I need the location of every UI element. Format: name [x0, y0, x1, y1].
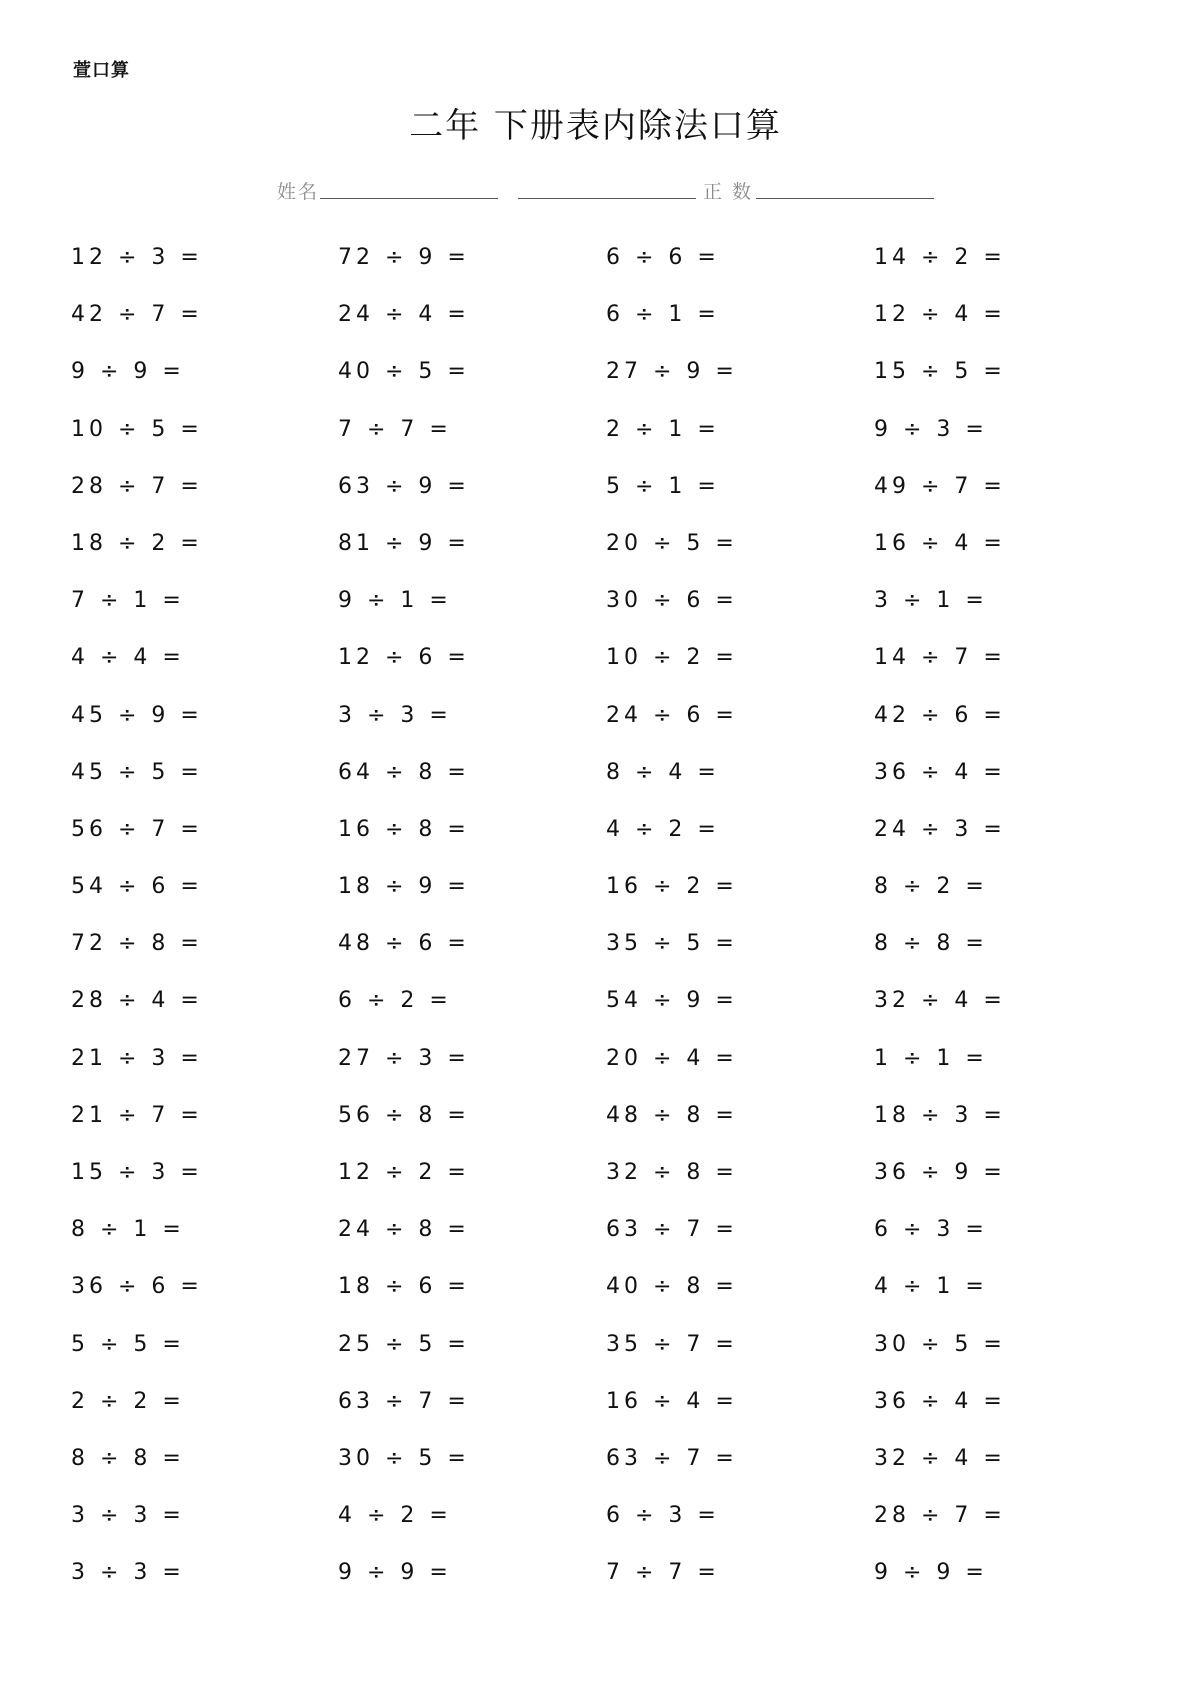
problem-item: 6 ÷ 1 =: [606, 302, 720, 328]
problem-item: 48 ÷ 6 =: [338, 931, 470, 957]
problem-item: 24 ÷ 6 =: [606, 702, 738, 728]
problem-column-4: [874, 243, 1124, 1616]
problem-item: 8 ÷ 8 =: [874, 931, 988, 957]
problem-item: 4 ÷ 1 =: [874, 1274, 988, 1300]
problem-item: 42 ÷ 7 =: [71, 302, 203, 328]
problem-item: 36 ÷ 9 =: [874, 1160, 1006, 1185]
score-label: 正 数: [703, 181, 754, 203]
problem-item: 63 ÷ 9 =: [338, 473, 470, 499]
problem-item: 28 ÷ 7 =: [874, 1503, 1006, 1529]
problem-item: 72 ÷ 9 =: [338, 245, 470, 270]
problem-item: 32 ÷ 4 =: [874, 988, 1006, 1014]
problem-item: 36 ÷ 4 =: [874, 1388, 1006, 1414]
page-title: 二年 下册表内除法口算: [409, 106, 782, 146]
name-line[interactable]: [320, 198, 498, 199]
problem-item: 9 ÷ 1 =: [338, 588, 452, 614]
name-label: 姓名: [277, 181, 320, 203]
problem-item: 8 ÷ 2 =: [874, 874, 988, 900]
problem-item: 21 ÷ 3 =: [71, 1045, 203, 1071]
problem-item: 28 ÷ 7 =: [71, 473, 203, 499]
problem-item: 25 ÷ 5 =: [338, 1331, 470, 1357]
problem-item: 2 ÷ 1 =: [606, 416, 720, 442]
problem-item: 5 ÷ 1 =: [606, 473, 720, 499]
problem-item: 30 ÷ 6 =: [606, 588, 738, 614]
problem-item: 10 ÷ 5 =: [71, 416, 203, 442]
problem-item: 9 ÷ 3 =: [874, 416, 988, 442]
problem-item: 24 ÷ 8 =: [338, 1217, 470, 1243]
problem-item: 15 ÷ 3 =: [71, 1160, 203, 1185]
problem-item: 30 ÷ 5 =: [338, 1445, 470, 1471]
problem-item: 30 ÷ 5 =: [874, 1331, 1006, 1357]
problem-item: 64 ÷ 8 =: [338, 759, 470, 785]
problem-item: 36 ÷ 4 =: [874, 759, 1006, 785]
problem-item: 3 ÷ 3 =: [71, 1503, 185, 1529]
problem-item: 8 ÷ 4 =: [606, 759, 720, 785]
problem-item: 54 ÷ 6 =: [71, 874, 203, 900]
problem-item: 7 ÷ 7 =: [338, 416, 452, 442]
problem-item: 16 ÷ 2 =: [606, 874, 738, 900]
problem-item: 28 ÷ 4 =: [71, 988, 203, 1014]
problem-item: 12 ÷ 2 =: [338, 1160, 470, 1185]
problem-item: 14 ÷ 2 =: [874, 245, 1006, 270]
problem-item: 2 ÷ 2 =: [71, 1388, 185, 1414]
problem-item: 12 ÷ 3 =: [71, 245, 203, 270]
problem-item: 6 ÷ 6 =: [606, 245, 720, 270]
problem-item: 81 ÷ 9 =: [338, 530, 470, 556]
header-note: 萱口算: [73, 60, 130, 81]
problem-item: 4 ÷ 2 =: [338, 1503, 452, 1529]
problem-item: 7 ÷ 7 =: [606, 1560, 720, 1586]
problem-item: 16 ÷ 4 =: [606, 1388, 738, 1414]
problem-item: 1 ÷ 1 =: [874, 1045, 988, 1071]
problem-item: 56 ÷ 7 =: [71, 816, 203, 842]
problem-item: 14 ÷ 7 =: [874, 645, 1006, 671]
problem-item: 45 ÷ 5 =: [71, 759, 203, 785]
problem-item: 40 ÷ 8 =: [606, 1274, 738, 1300]
problem-item: 10 ÷ 2 =: [606, 645, 738, 671]
problem-item: 49 ÷ 7 =: [874, 473, 1006, 499]
problem-item: 42 ÷ 6 =: [874, 702, 1006, 728]
problem-item: 27 ÷ 9 =: [606, 359, 738, 385]
problem-item: 27 ÷ 3 =: [338, 1045, 470, 1071]
problem-item: 45 ÷ 9 =: [71, 702, 203, 728]
problem-item: 8 ÷ 1 =: [71, 1217, 185, 1243]
problem-item: 63 ÷ 7 =: [606, 1217, 738, 1243]
problem-item: 7 ÷ 1 =: [71, 588, 185, 614]
problem-item: 18 ÷ 2 =: [71, 530, 203, 556]
problem-column-3: [606, 243, 856, 1616]
problem-item: 3 ÷ 3 =: [71, 1560, 185, 1586]
problem-item: 6 ÷ 3 =: [606, 1503, 720, 1529]
problem-item: 12 ÷ 6 =: [338, 645, 470, 671]
problem-item: 63 ÷ 7 =: [606, 1445, 738, 1471]
problem-item: 9 ÷ 9 =: [71, 359, 185, 385]
problem-column-2: [338, 243, 588, 1616]
problem-item: 16 ÷ 4 =: [874, 530, 1006, 556]
problem-item: 32 ÷ 4 =: [874, 1445, 1006, 1471]
problem-item: 24 ÷ 4 =: [338, 302, 470, 328]
problem-item: 8 ÷ 8 =: [71, 1445, 185, 1471]
problem-item: 9 ÷ 9 =: [874, 1560, 988, 1586]
problem-item: 24 ÷ 3 =: [874, 816, 1006, 842]
problem-item: 18 ÷ 3 =: [874, 1102, 1006, 1128]
problem-item: 6 ÷ 2 =: [338, 988, 452, 1014]
problem-item: 40 ÷ 5 =: [338, 359, 470, 385]
problem-item: 5 ÷ 5 =: [71, 1331, 185, 1357]
blank-line[interactable]: [518, 198, 696, 199]
problem-item: 56 ÷ 8 =: [338, 1102, 470, 1128]
problem-item: 36 ÷ 6 =: [71, 1274, 203, 1300]
problem-item: 21 ÷ 7 =: [71, 1102, 203, 1128]
problem-item: 18 ÷ 9 =: [338, 874, 470, 900]
problem-item: 32 ÷ 8 =: [606, 1160, 738, 1185]
problem-item: 3 ÷ 1 =: [874, 588, 988, 614]
score-line[interactable]: [756, 198, 934, 199]
problem-item: 4 ÷ 4 =: [71, 645, 185, 671]
info-row: [0, 177, 1191, 207]
problem-column-1: [71, 243, 321, 1616]
problem-item: 54 ÷ 9 =: [606, 988, 738, 1014]
problem-item: 48 ÷ 8 =: [606, 1102, 738, 1128]
problem-item: 15 ÷ 5 =: [874, 359, 1006, 385]
problem-item: 20 ÷ 5 =: [606, 530, 738, 556]
problem-item: 12 ÷ 4 =: [874, 302, 1006, 328]
problem-item: 63 ÷ 7 =: [338, 1388, 470, 1414]
problem-item: 16 ÷ 8 =: [338, 816, 470, 842]
problem-item: 3 ÷ 3 =: [338, 702, 452, 728]
problem-item: 20 ÷ 4 =: [606, 1045, 738, 1071]
problem-item: 35 ÷ 5 =: [606, 931, 738, 957]
problem-item: 6 ÷ 3 =: [874, 1217, 988, 1243]
problem-item: 18 ÷ 6 =: [338, 1274, 470, 1300]
problem-item: 9 ÷ 9 =: [338, 1560, 452, 1586]
problem-item: 35 ÷ 7 =: [606, 1331, 738, 1357]
problem-item: 4 ÷ 2 =: [606, 816, 720, 842]
problem-item: 72 ÷ 8 =: [71, 931, 203, 957]
